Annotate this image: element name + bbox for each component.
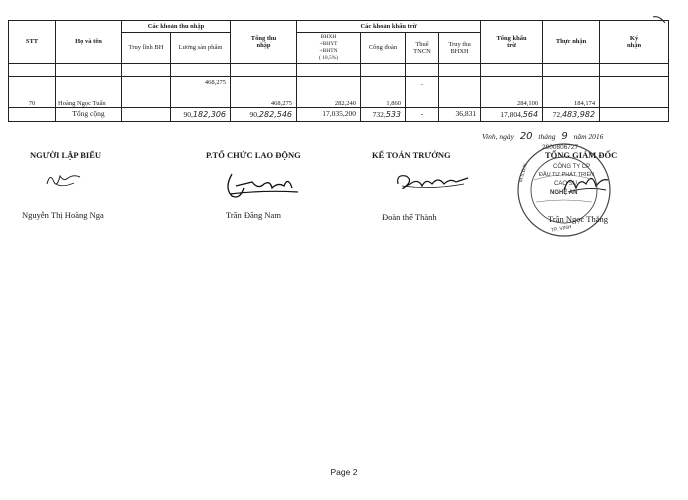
header-thue-tncn-text: Thuế TNCN [413,40,431,55]
total-truy-linh [122,108,171,122]
total-signature [600,108,669,122]
header-truy-linh: Truy lĩnh BH [122,33,171,64]
header-total-deduction-text: Tổng khấu trừ [496,34,527,49]
header-bhxh-line: BHXH [320,33,337,40]
chief-accountant-title: KẾ TOÁN TRƯỞNG [372,150,451,160]
stamp-line-2: ĐẦU TƯ PHÁT TRIỂN [539,172,595,178]
header-truy-thu-text: Truy thu BHXH [448,40,471,55]
total-income-handwritten: 282,546 [258,109,293,119]
total-deduction-printed: 17,804, [500,109,523,119]
header-cong-doan: Công đoàn [361,33,406,64]
date-prefix: Vinh, ngày [482,132,514,141]
total-row [9,108,669,122]
spacer-row [9,64,669,77]
total-thue-tncn: - [406,108,439,122]
preparer-name: Nguyễn Thị Hoàng Nga [22,210,104,220]
director-name: Trần Ngọc Thắng [548,214,608,224]
total-net-pay-printed: 72, [552,109,562,119]
header-total-income [231,21,297,64]
header-signature-text: Ký nhận [627,34,642,49]
header-stt: STT [9,21,56,64]
stamp-line-1: CÔNG TY CP [553,164,591,170]
total-cong-doan [361,108,406,122]
date-month-label: tháng [538,132,556,141]
total-income [231,108,297,122]
total-deduction [481,108,543,122]
total-net-pay-handwritten: 483,982 [561,109,596,119]
preparer-title: NGƯỜI LẬP BIỂU [30,150,102,160]
table-row [9,77,669,108]
total-truy-thu: 36,831 [439,108,481,122]
header-bhxh-line: +BHTN [319,48,338,54]
row-signature [600,77,669,108]
payroll-table [8,20,669,122]
header-truy-thu [439,33,481,64]
row-truy-linh [122,77,171,108]
total-cong-doan-handwritten: 533 [385,109,402,119]
stamp-tax-code: 2900806727 [542,144,579,151]
row-thue-tncn: - [406,77,439,108]
row-bhxh: 282,240 [297,77,361,108]
stamp-ring-bottom: TP. VINH [550,224,572,234]
labor-dept-title: P.TỔ CHỨC LAO ĐỘNG [206,150,301,160]
labor-signature [222,168,302,202]
total-net-pay [543,108,600,122]
header-income-group: Các khoản thu nhập [122,21,231,33]
stamp-ring-left: M.S.D.N [518,163,529,183]
date-month: 9 [561,131,568,142]
total-bhxh: 17,035,200 [297,108,361,122]
header-row-group [9,21,669,33]
date-day: 20 [519,131,533,142]
header-thue-tncn [406,33,439,64]
header-luong-sp: Lương sản phẩm [171,33,231,64]
total-cong-doan-printed: 732, [372,109,386,119]
accountant-signature [392,170,472,192]
row-total-deduction: 284,100 [481,77,543,108]
total-luong-sp-printed: 90, [183,109,193,119]
row-total-income: 468,275 [231,77,297,108]
stamp-line-4: NGHỆ AN [550,190,578,196]
total-label: Tổng cộng [56,108,122,122]
preparer-signature [44,168,84,190]
header-net-pay: Thực nhận [543,21,600,64]
date-year: năm 2016 [573,132,604,141]
header-bhxh-line: +BHYT [319,40,338,47]
total-income-printed: 90, [249,109,259,119]
header-bhxh-line: ( 10,5%) [318,55,339,62]
page-number: Page 2 [330,467,358,477]
row-stt: 70 [9,77,56,108]
row-luong-sp: 468,275 [171,77,231,108]
header-name: Họ và tên [56,21,122,64]
row-truy-thu [439,77,481,108]
header-signature [600,21,669,64]
total-stt [9,108,56,122]
header-bhxh [297,33,361,64]
row-name: Hoàng Ngọc Tuấn [56,77,122,108]
total-luong-sp [171,108,231,122]
total-luong-sp-handwritten: 182,306 [192,109,227,119]
header-total-income-text: Tổng thu nhập [250,34,277,49]
header-total-deduction [481,21,543,64]
row-net-pay: 184,174 [543,77,600,108]
director-title: TỔNG GIÁM ĐỐC [545,150,618,160]
header-deduction-group: Các khoản khấu trừ [297,21,481,33]
labor-name: Trần Đăng Nam [226,210,281,220]
total-deduction-handwritten: 564 [522,109,539,119]
row-cong-doan: 1,860 [361,77,406,108]
accountant-name: Đoàn thế Thành [382,212,437,222]
stamp-line-3: CAO SU [554,181,578,187]
